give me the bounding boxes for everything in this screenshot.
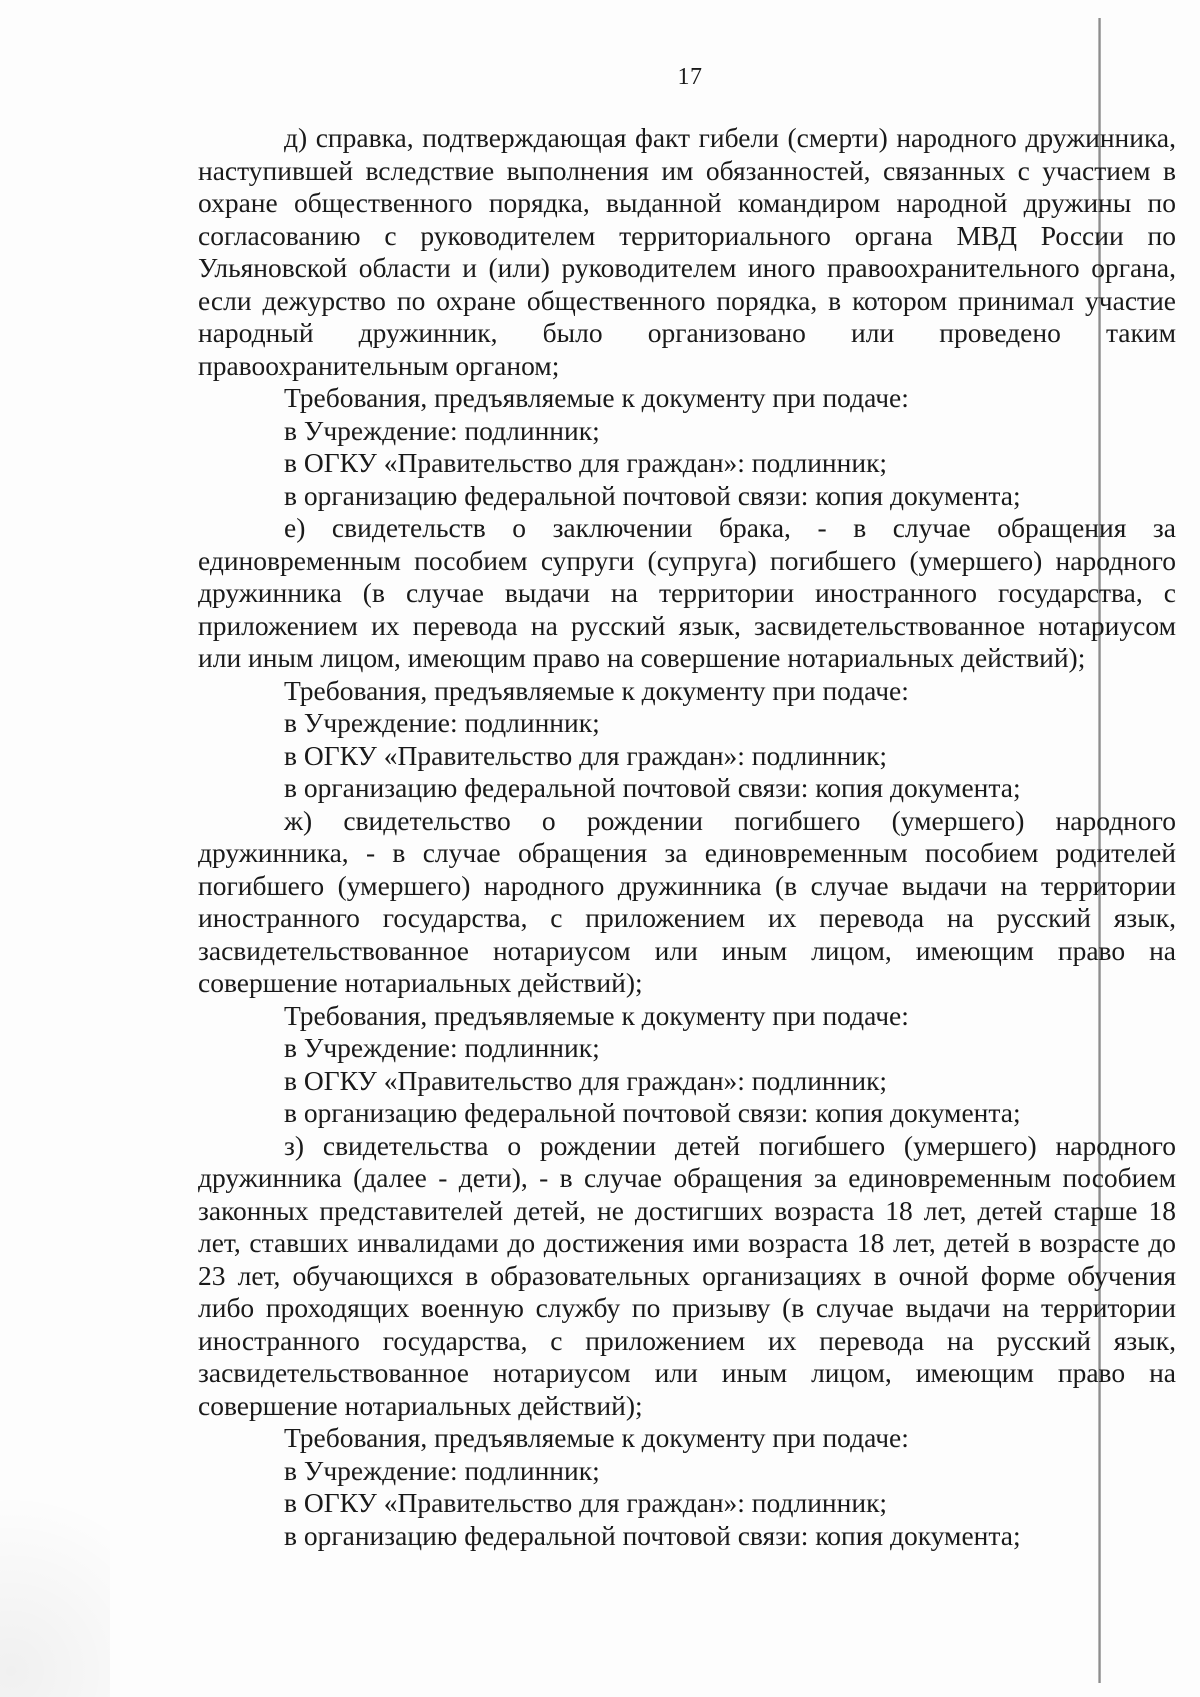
requirement-item: в ОГКУ «Правительство для граждан»: подлинник; xyxy=(284,1487,888,1518)
scan-artifact xyxy=(0,1437,110,1697)
page-number: 17 xyxy=(677,64,703,90)
section-paragraph: ж) свидетельство о рождении погибшего (умершего) народного дружинника, - в случае обращения за единовременным пособием родителей погибшего (умершего) народного дружинника (в случае выдачи на территории иностранного государства, с приложением их перевода на русский язык, засвидетельствованное нотариусом или иным лицом, имеющим право на совершение нотариальных действий); xyxy=(198,804,1176,998)
requirement-item: в Учреждение: подлинник; xyxy=(284,1032,600,1063)
section-z xyxy=(198,1130,1176,1553)
requirements-heading: Требования, предъявляемые к документу при подаче: xyxy=(284,1422,909,1453)
requirements-heading: Требования, предъявляемые к документу при подаче: xyxy=(284,674,909,706)
requirement-item: в организацию федеральной почтовой связи: копия документа; xyxy=(284,479,1021,511)
requirement-item: в ОГКУ «Правительство для граждан»: подлинник; xyxy=(284,1064,888,1096)
requirement-item: в Учреждение: подлинник; xyxy=(284,707,600,738)
section-paragraph: з) свидетельства о рождении детей погибшего (умершего) народного дружинника (далее - дети), - в случае обращения за единовременным пособием законных представителей детей, не достигших возраста 18 лет, детей старше 18 лет, ставших инвалидами до достижения ими возраста 18 лет, детей в возрасте до 23 лет, обучающихся в образовательных организациях в очной форме обучения либо проходящих военную службу по призыву (в случае выдачи на территории иностранного государства, с приложением их перевода на русский язык, засвидетельствованное нотариусом или иным лицом, имеющим право на совершение нотариальных действий); xyxy=(198,1129,1176,1421)
section-d xyxy=(198,122,1176,512)
requirements-heading: Требования, предъявляемые к документу при подаче: xyxy=(284,999,909,1031)
document-body xyxy=(198,122,1176,1552)
requirement-item: в организацию федеральной почтовой связи: копия документа; xyxy=(284,1519,1021,1551)
requirement-item: в ОГКУ «Правительство для граждан»: подлинник; xyxy=(284,447,888,478)
requirements-heading: Требования, предъявляемые к документу при подаче: xyxy=(284,382,909,413)
requirement-item: в ОГКУ «Правительство для граждан»: подлинник; xyxy=(284,739,888,771)
section-zh xyxy=(198,805,1176,1130)
section-paragraph: д) справка, подтверждающая факт гибели (смерти) народного дружинника, наступившей вследствие выполнения им обязанностей, связанных с участием в охране общественного порядка, выданной командиром народной дружины по согласованию с руководителем территориального органа МВД России по Ульяновской области и (или) руководителем иного правоохранительного органа, если дежурство по охране общественного порядка, в котором принимал участие народный дружинник, было организовано или проведено таким правоохранительным органом; xyxy=(198,122,1176,381)
requirement-item: в организацию федеральной почтовой связи: копия документа; xyxy=(284,772,1021,803)
section-e xyxy=(198,512,1176,805)
requirement-item: в Учреждение: подлинник; xyxy=(284,1454,600,1486)
requirement-item: в Учреждение: подлинник; xyxy=(284,414,600,446)
section-paragraph: е) свидетельств о заключении брака, - в случае обращения за единовременным пособием супруги (супруга) погибшего (умершего) народного дружинника (в случае выдачи на территории иностранного государства, с приложением их перевода на русский язык, засвидетельствованное нотариусом или иным лицом, имеющим право на совершение нотариальных действий); xyxy=(198,512,1176,673)
requirement-item: в организацию федеральной почтовой связи: копия документа; xyxy=(284,1097,1021,1128)
